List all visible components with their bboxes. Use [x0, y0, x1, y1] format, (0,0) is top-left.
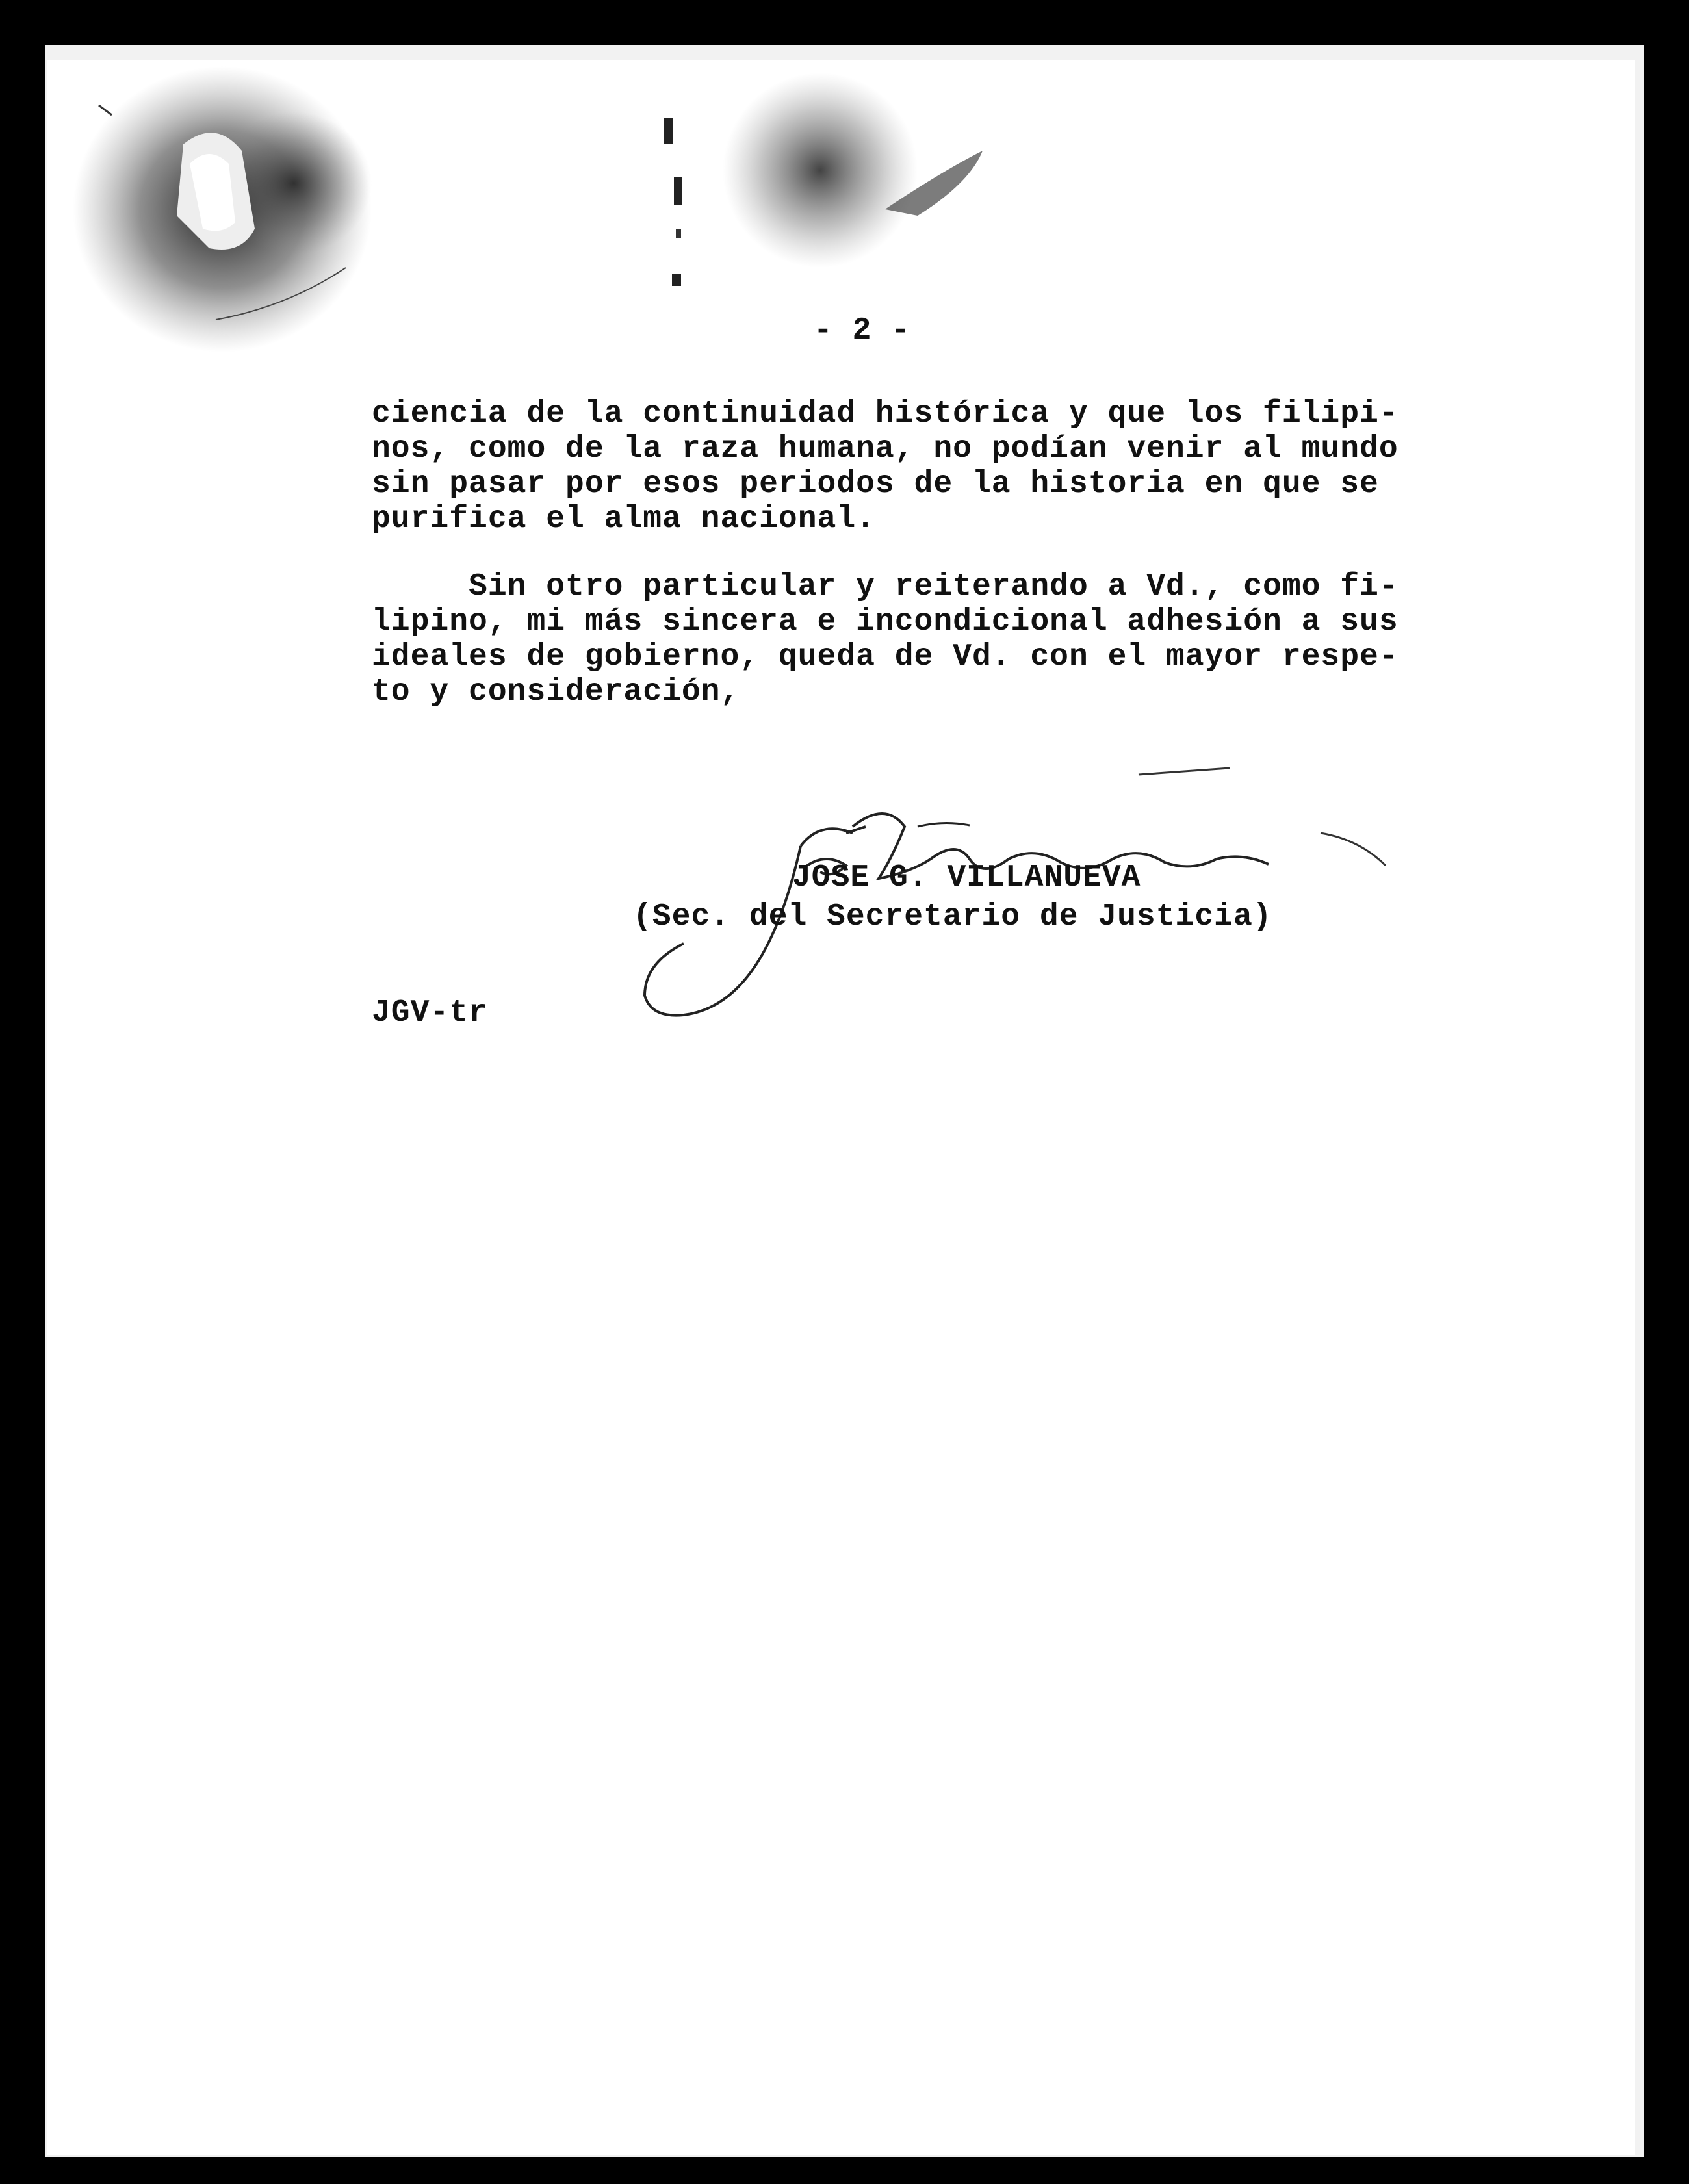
paragraph-line: lipino, mi más sincera e incondicional adhesión a sus: [372, 604, 1399, 639]
paragraph-line: sin pasar por esos periodos de la historia en que se: [372, 467, 1379, 502]
page-number: - 2 -: [814, 313, 911, 348]
letter-page: [47, 60, 1635, 2155]
paragraph-line: ideales de gobierno, queda de Vd. con el mayor respe-: [372, 639, 1399, 674]
paragraph-line: ciencia de la continuidad histórica y que los filipi-: [372, 396, 1399, 431]
handwritten-signature: [606, 749, 1450, 1047]
paragraph-line: Sin otro particular y reiterando a Vd., como fi-: [372, 569, 1399, 604]
reference-initials: JGV-tr: [372, 996, 488, 1031]
signatory-title: (Sec. del Secretario de Justicia): [633, 899, 1272, 934]
paragraph-2: [372, 569, 1541, 710]
ink-stains: [47, 60, 1635, 450]
paragraph-line: to y consideración,: [372, 674, 740, 710]
signatory-name: JOSE G. VILLANUEVA: [792, 860, 1141, 895]
paragraph-line: nos, como de la raza humana, no podían venir al mundo: [372, 431, 1399, 467]
paragraph-line: purifica el alma nacional.: [372, 502, 875, 537]
paragraph-1: [372, 396, 1541, 537]
